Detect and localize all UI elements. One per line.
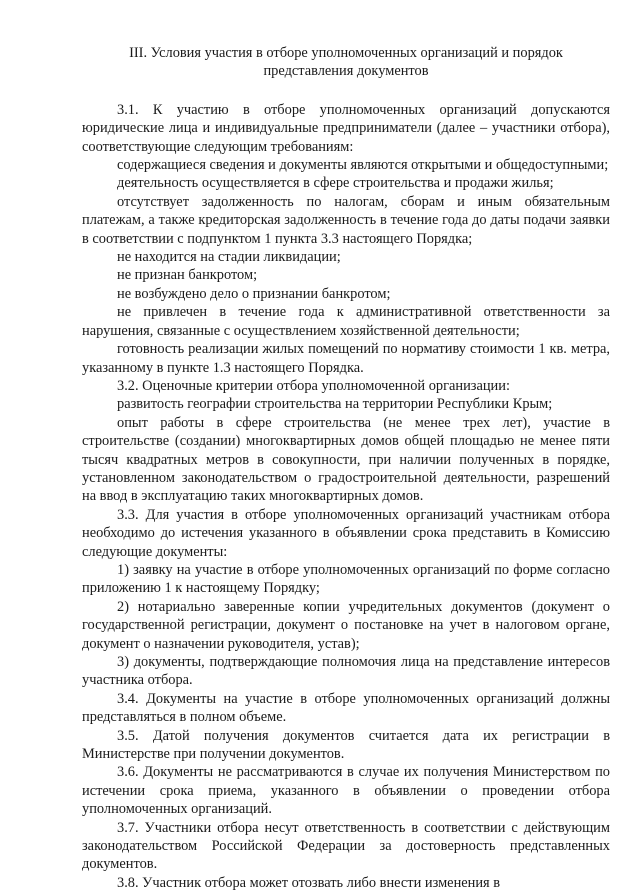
requirement-price-norm: готовность реализации жилых помещений по нормативу стоимости 1 кв. метра, указанному в пункте 1.3 настоящего Порядка. — [82, 341, 610, 376]
requirement-no-liquidation: не находится на стадии ликвидации; — [117, 249, 341, 266]
requirement-no-debt: отсутствует задолженность по налогам, сборам и иным обязательным платежам, а также кредиторская задолженность в течение года до даты подачи заявки в соответствии с подпунктом 1 пункта 3.3 настоящего Порядка; — [82, 193, 610, 247]
paragraph-3-4: 3.4. Документы на участие в отборе уполномоченных организаций должны представляться в полном объеме. — [82, 690, 610, 726]
criterion-experience: опыт работы в сфере строительства (не менее трех лет), участие в строительстве (создании) многоквартирных домов общей площадью не менее пяти тысяч квадратных метров в совокупности, при наличии полученных в порядке, установленном законодательством о градостроительной деятельности, разрешений на ввод в эксплуатацию таких многоквартирных домов. — [82, 414, 610, 505]
paragraph-3-1: 3.1. К участию в отборе уполномоченных организаций допускаются юридические лица и индивидуальные предприниматели (далее – участники отбора), соответствующие следующим требованиям: — [82, 101, 610, 155]
paragraph-3-5: 3.5. Датой получения документов считается дата их регистрации в Министерстве при получении документов. — [82, 727, 610, 763]
document-item-3: 3) документы, подтверждающие полномочия лица на представление интересов участника отбора. — [82, 654, 610, 689]
criterion-geography: развитость географии строительства на территории Республики Крым; — [117, 396, 553, 413]
requirement-no-admin-liability: не привлечен в течение года к административной ответственности за нарушения, связанные с осуществлением хозяйственной деятельности; — [82, 304, 610, 339]
body-text — [82, 101, 610, 892]
document-page — [82, 44, 610, 892]
requirement-construction: деятельность осуществляется в сфере строительства и продажи жилья; — [117, 175, 554, 192]
document-item-1: 1) заявку на участие в отборе уполномоченных организаций по форме согласно приложению 1 к настоящему Порядку; — [82, 561, 610, 597]
paragraph-3-3: 3.3. Для участия в отборе уполномоченных организаций участникам отбора необходимо до истечения указанного в объявлении срока представить в Комиссию следующие документы: — [82, 506, 610, 560]
document-item-2: 2) нотариально заверенные копии учредительных документов (документ о государственной регистрации, документ о постановке на учет в налоговом органе, документ о назначении руководителя, устав); — [82, 598, 610, 652]
requirement-no-bankruptcy-case: не возбуждено дело о признании банкротом; — [117, 285, 391, 302]
paragraph-3-8: 3.8. Участник отбора может отозвать либо внести изменения в — [117, 874, 501, 891]
paragraph-3-7: 3.7. Участники отбора несут ответственность в соответствии с действующим законодательством Российской Федерации за достоверность представленных документов. — [82, 819, 610, 873]
paragraph-3-6: 3.6. Документы не рассматриваются в случае их получения Министерством по истечении срока приема, указанного в объявлении о проведении отбора уполномоченных организаций. — [82, 764, 610, 818]
requirement-open-info: содержащиеся сведения и документы являются открытыми и общедоступными; — [117, 157, 609, 174]
requirement-not-bankrupt: не признан банкротом; — [117, 267, 258, 284]
section-title: III. Условия участия в отборе уполномоченных организаций и порядок представления документов — [129, 45, 563, 80]
paragraph-3-2: 3.2. Оценочные критерии отбора уполномоченной организации: — [117, 377, 510, 394]
